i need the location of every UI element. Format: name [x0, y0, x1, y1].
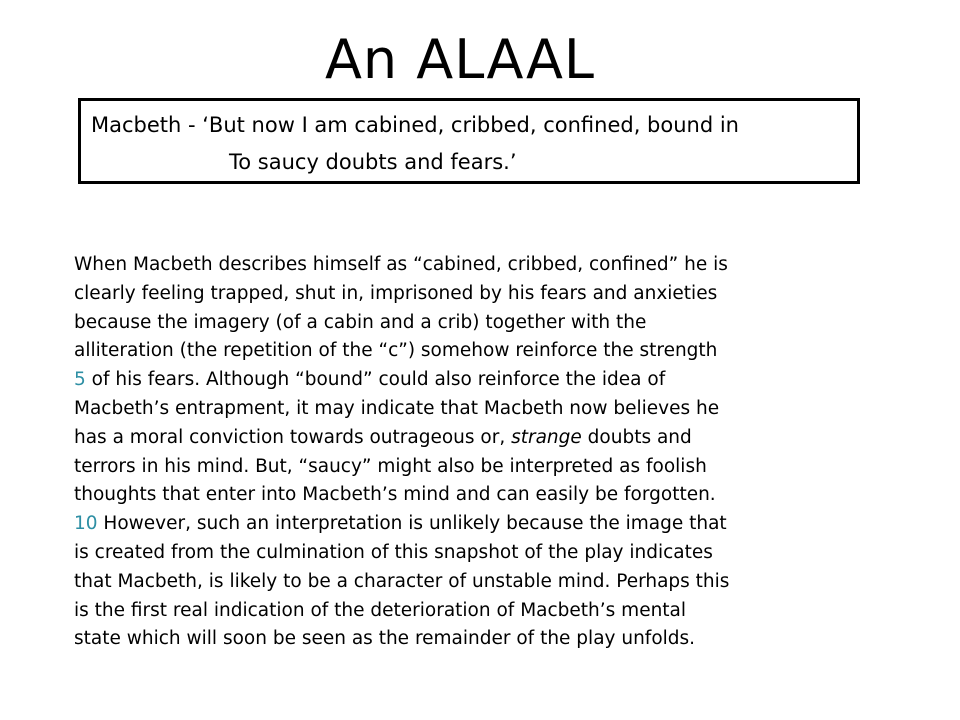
paragraph-line	[74, 453, 904, 482]
line-text: has a moral conviction towards outrageous or,	[74, 426, 512, 448]
line-text: that Macbeth, is likely to be a character of unstable mind. Perhaps this	[74, 570, 730, 592]
paragraph-line	[74, 337, 904, 366]
line-text: Macbeth’s entrapment, it may indicate that Macbeth now believes he	[74, 397, 720, 419]
paragraph-line	[74, 510, 904, 539]
analysis-paragraph	[74, 251, 904, 654]
line-text-after: doubts and	[581, 426, 692, 448]
paragraph-line	[74, 366, 904, 395]
paragraph-line	[74, 481, 904, 510]
paragraph-line	[74, 424, 904, 453]
paragraph-line	[74, 539, 904, 568]
line-text: state which will soon be seen as the remainder of the play unfolds.	[74, 628, 696, 650]
line-text: When Macbeth describes himself as “cabined, cribbed, confined” he is	[74, 254, 728, 275]
line-text: is created from the culmination of this snapshot of the play indicates	[74, 541, 713, 563]
line-number: 10	[74, 513, 98, 535]
quote-line-2: To saucy doubts and fears.’	[229, 150, 517, 174]
paragraph-line	[74, 568, 904, 597]
paragraph-line	[74, 395, 904, 424]
line-text: is the first real indication of the deterioration of Macbeth’s mental	[74, 599, 687, 621]
line-text: thoughts that enter into Macbeth’s mind and can easily be forgotten.	[74, 484, 716, 506]
paragraph-line	[74, 280, 904, 309]
slide-title: An ALAAL	[324, 28, 596, 91]
paragraph-line	[74, 625, 904, 654]
paragraph-line	[74, 309, 904, 338]
line-number: 5	[74, 369, 86, 391]
line-text: because the imagery (of a cabin and a crib) together with the	[74, 311, 647, 333]
emphasized-word: strange	[511, 426, 582, 448]
line-text: terrors in his mind. But, “saucy” might also be interpreted as foolish	[74, 455, 707, 477]
line-text: clearly feeling trapped, shut in, imprisoned by his fears and anxieties	[74, 282, 718, 304]
quote-box	[78, 98, 860, 184]
line-text: alliteration (the repetition of the “c”) somehow reinforce the strength	[74, 340, 718, 362]
line-text: However, such an interpretation is unlikely because the image that	[97, 513, 727, 535]
paragraph-line	[74, 251, 904, 280]
quote-line-1: Macbeth - ‘But now I am cabined, cribbed, confined, bound in	[91, 113, 739, 137]
paragraph-line	[74, 597, 904, 626]
line-text: of his fears. Although “bound” could also reinforce the idea of	[85, 369, 666, 391]
